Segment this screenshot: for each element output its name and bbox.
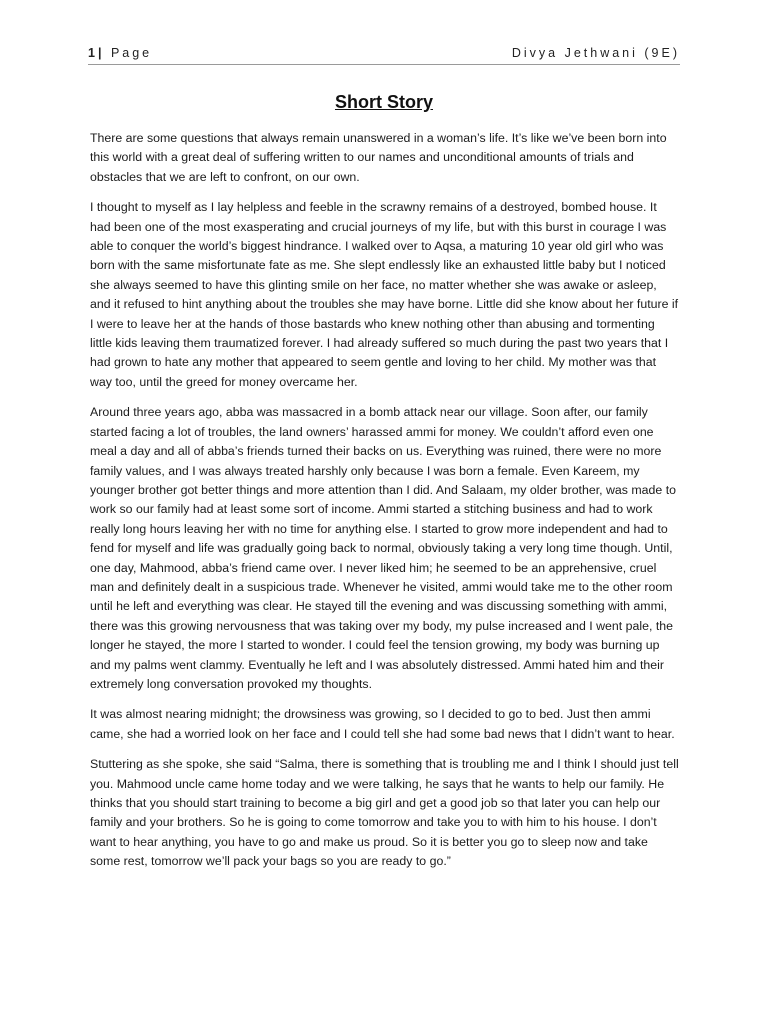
page-header xyxy=(88,44,680,65)
author-label: Divya Jethwani (9E) xyxy=(511,46,680,60)
document-title: Short Story xyxy=(334,92,433,112)
paragraph: Stuttering as she spoke, she said “Salma, there is something that is troubling me and I think I should just tell you. Mahmood uncle came home today and we were talking, he says that he wants to help our family. He thinks that you should start training to become a big girl and get a good job so that later you can help our family and your brothers. So he is going to come tomorrow and take you to with him to his house. I don’t want to hear anything, you have to go and make us proud. So it is better you go to sleep now and take some rest, tomorrow we’ll pack your bags so you are ready to go.” xyxy=(90,757,679,869)
paragraph: I thought to myself as I lay helpless and feeble in the scrawny remains of a destroyed, bombed house. It had been one of the most exasperating and crucial journeys of my life, but with this burst in courage I was able to conquer the world’s biggest hindrance. I walked over to Aqsa, a maturing 10 year old girl who was born with the same misfortunate fate as me. She slept endlessly like an exhausted little baby but I noticed she always seemed to have this glinting smile on her face, no matter whether she was awake or asleep, and it refused to hint anything about the troubles she may have borne. Little did she know about her future if I were to leave her at the hands of those bastards who knew nothing other than abusing and tormenting little kids leaving them traumatized forever. I had already suffered so much during the past two years that I had grown to hate any mother that appeared to seem gentle and loving to her child. My mother was that way too, until the greed for money overcame her. xyxy=(90,200,679,389)
page-word: Page xyxy=(110,46,153,60)
paragraph: It was almost nearing midnight; the drowsiness was growing, so I decided to go to bed. Just then ammi came, she had a worried look on her face and I could tell she had some bad news that I didn’t want to hear. xyxy=(90,707,675,741)
story-body xyxy=(90,129,680,883)
paragraph: Around three years ago, abba was massacred in a bomb attack near our village. Soon after, our family started facing a lot of troubles, the land owners’ harassed ammi for money. We couldn’t afford even one meal a day and all of abba’s friends turned their backs on us. Everything was ruined, there were no more family values, and I was always treated harshly only because I was born a female. Even Kareem, my younger brother got better things and more attention than I did. And Salaam, my older brother, was made to work so our family had at least some sort of income. Ammi started a stitching business and had to work really long hours leaving her with no time for anything else. I started to grow more independent and had to fend for myself and life was gradually going back to normal, obviously taking a very long time though. Until, one day, Mahmood, abba’s friend came over. I never liked him; he seemed to be an apprehensive, cruel man and definitely dealt in a suspicious trade. Whenever he visited, ammi would take me to the other room until he left and everything was clear. He stayed till the evening and was discussing something with ammi, there was this growing nervousness that was taking over my body, my pulse increased and I went pale, the longer he stayed, the more I started to wonder. I could feel the tension growing, my body was burning up and my palms went clammy. Eventually he left and I was absolutely distressed. Ammi hated him and their extremely long conversation provoked my thoughts. xyxy=(90,405,676,691)
paragraph: There are some questions that always remain unanswered in a woman’s life. It’s like we’ve been born into this world with a great deal of suffering written to our names and unconditional amounts of trials and obstacles that we are left to confront, on our own. xyxy=(90,131,667,184)
page-number-label xyxy=(88,46,152,60)
page-separator: | xyxy=(97,46,105,60)
page-number: 1 xyxy=(88,46,98,60)
